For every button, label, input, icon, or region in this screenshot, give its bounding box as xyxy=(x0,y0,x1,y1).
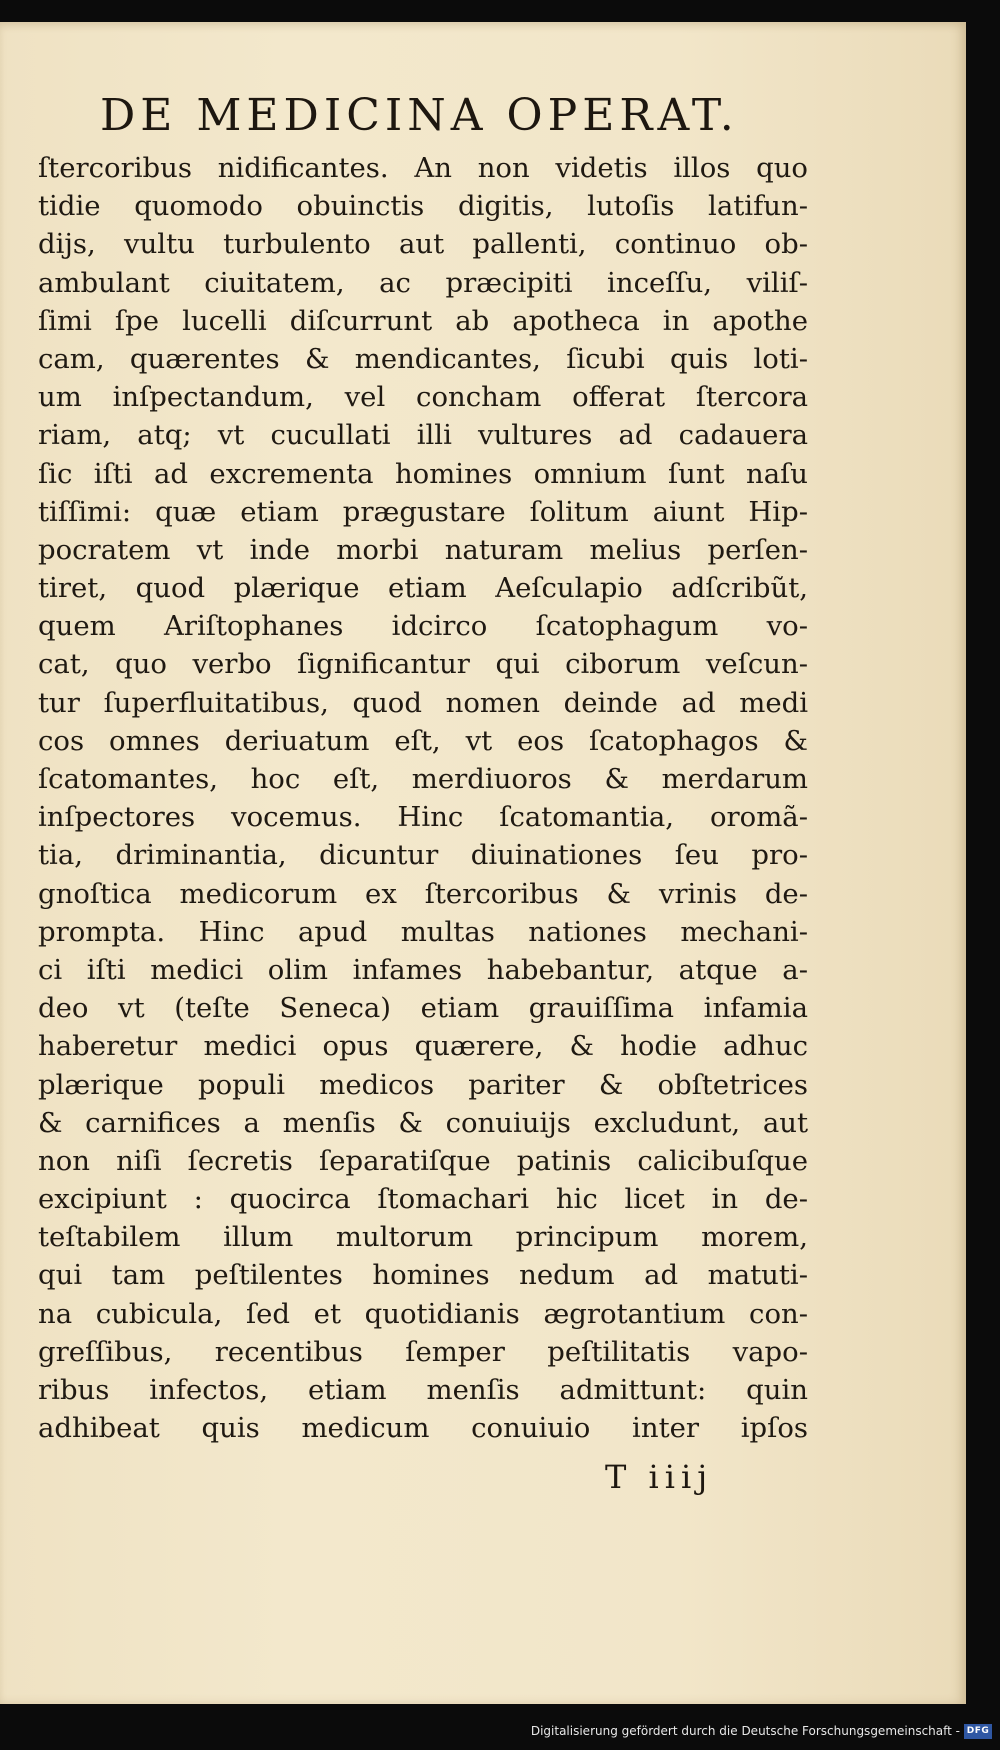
text-line: ſtercoribus nidificantes. An non videtis illos quo xyxy=(38,152,808,184)
text-line: ambulant ciuitatem, ac præcipiti inceſſu, viliſ- xyxy=(38,266,808,299)
text-line: ſimi ſpe lucelli diſcurrunt ab apotheca in apothe xyxy=(38,304,808,337)
text-line: cos omnes deriuatum eſt, vt eos ſcatophagos & xyxy=(38,724,808,757)
text-line: quem Ariſtophanes idcirco ſcatophagum vo- xyxy=(38,610,808,643)
running-head: DE MEDICINA OPERAT. xyxy=(100,90,739,141)
text-line: tiret, quod plærique etiam Aeſculapio adſcribũt, xyxy=(38,572,808,605)
text-line: ſic iſti ad excrementa homines omnium ſunt naſu xyxy=(38,457,808,490)
text-line: na cubicula, ſed et quotidianis ægrotantium con- xyxy=(38,1297,808,1330)
text-line: non niſi ſecretis ſeparatiſque patinis calicibuſque xyxy=(38,1144,808,1177)
text-line: cam, quærentes & mendicantes, ſicubi quis loti- xyxy=(38,342,808,375)
text-line: ribus infectos, etiam menſis admittunt: quin xyxy=(38,1374,808,1406)
text-line: greſſibus, recentibus ſemper peſtilitatis vapo- xyxy=(38,1335,808,1368)
text-line: haberetur medici opus quærere, & hodie adhuc xyxy=(38,1030,808,1063)
text-line: pocratem vt inde morbi naturam melius perſen- xyxy=(38,533,808,566)
text-line: um inſpectandum, vel concham offerat ſtercora xyxy=(38,381,808,414)
text-line: ci iſti medici olim infames habebantur, atque a- xyxy=(38,953,808,986)
text-line: ſcatomantes, hoc eſt, merdiuoros & merdarum xyxy=(38,763,808,795)
text-line: excipiunt : quocirca ſtomachari hic licet in de- xyxy=(38,1183,808,1216)
text-line: tur ſuperfluitatibus, quod nomen deinde ad medi xyxy=(38,686,808,719)
text-line: riam, atq; vt cucullati illi vultures ad cadauera xyxy=(38,419,808,452)
text-line: & carnifices a menſis & conuiuijs excludunt, aut xyxy=(38,1106,808,1139)
text-line: tiſſimi: quæ etiam prægustare ſolitum aiunt Hip- xyxy=(38,495,808,528)
text-line: tidie quomodo obuinctis digitis, lutoſis latifun- xyxy=(38,190,808,223)
signature-mark: T iiij xyxy=(605,1458,714,1496)
body-text xyxy=(38,149,808,1447)
text-line: dijs, vultu turbulento aut pallenti, continuo ob- xyxy=(38,228,808,261)
text-line: inſpectores vocemus. Hinc ſcatomantia, oromã- xyxy=(38,801,808,834)
funding-credit: Digitalisierung gefördert durch die Deutsche Forschungsgemeinschaft - xyxy=(530,1724,960,1738)
text-line: cat, quo verbo ſignificantur qui ciborum veſcun- xyxy=(38,648,808,681)
text-line: deo vt (teſte Seneca) etiam grauiſſima infamia xyxy=(38,992,808,1025)
text-line: gnoſtica medicorum ex ſtercoribus & vrinis de- xyxy=(38,877,808,910)
text-line: prompta. Hinc apud multas nationes mechani- xyxy=(38,915,808,948)
book-page xyxy=(0,22,966,1704)
text-line: teſtabilem illum multorum principum morem, xyxy=(38,1221,808,1254)
text-line: qui tam peſtilentes homines nedum ad matuti- xyxy=(38,1259,808,1292)
text-line: tia, driminantia, dicuntur diuinationes ſeu pro- xyxy=(38,839,808,872)
text-line: adhibeat quis medicum conuiuio inter ipſos xyxy=(38,1412,808,1445)
dfg-logo-icon: DFG xyxy=(964,1724,992,1739)
text-line: plærique populi medicos pariter & obſtetrices xyxy=(38,1068,808,1101)
